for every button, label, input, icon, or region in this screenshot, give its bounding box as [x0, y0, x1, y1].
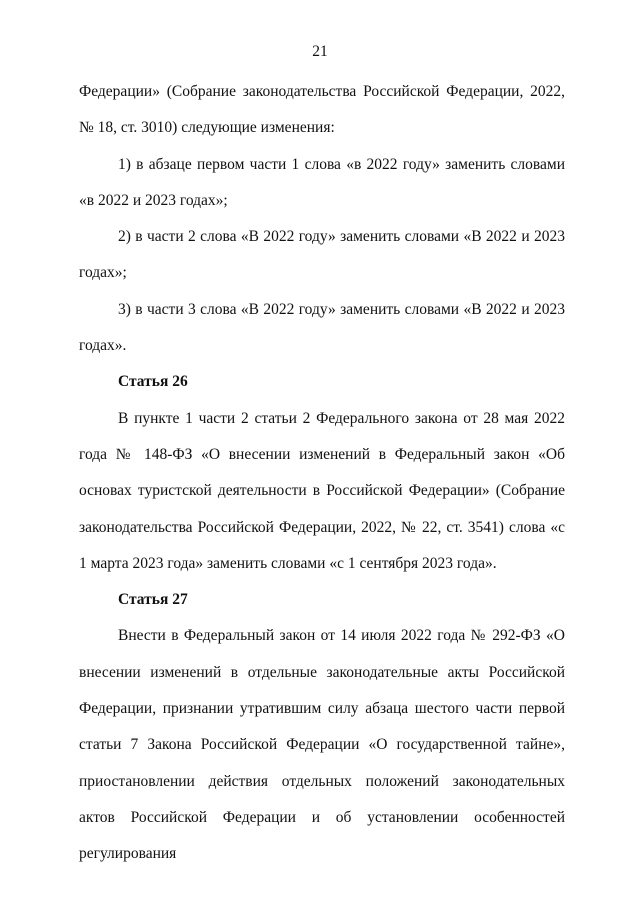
paragraph-item-1: 1) в абзаце первом части 1 слова «в 2022 году» заменить словами «в 2022 и 2023 годах»; [79, 155, 565, 209]
paragraph-item-2: 2) в части 2 слова «В 2022 году» заменить словами «В 2022 и 2023 годах»; [79, 228, 565, 282]
article-heading-27: Статья 27 [118, 591, 188, 609]
document-body [79, 74, 565, 873]
article-26-text: В пункте 1 части 2 статьи 2 Федерального закона от 28 мая 2022 года № 148-ФЗ «О внесении изменений в Федеральный закон «Об основах туристской деятельности в Российской Федерации» (Собрание законодательства Российской Федерации, 2022, № 22, ст. 3541) слова «с 1 марта 2023 года» заменить словами «с 1 сентября 2023 года». [79, 409, 565, 572]
article-27-text: Внести в Федеральный закон от 14 июля 2022 года № 292-ФЗ «О внесении изменений в отдельные законодательные акты Российской Федерации, признании утратившим силу абзаца шестого части первой статьи 7 Закона Российской Федерации «О государственной тайне», приостановлении действия отдельных положений законодательных актов Российской Федерации и об установлении особенностей регулирования [79, 627, 565, 863]
paragraph-continuation: Федерации» (Собрание законодательства Российской Федерации, 2022, № 18, ст. 3010) следующие изменения: [79, 83, 565, 137]
page-number: 21 [312, 43, 328, 60]
paragraph-item-3: 3) в части 3 слова «В 2022 году» заменить словами «В 2022 и 2023 годах». [79, 300, 565, 355]
article-heading-26: Статья 26 [118, 373, 188, 391]
